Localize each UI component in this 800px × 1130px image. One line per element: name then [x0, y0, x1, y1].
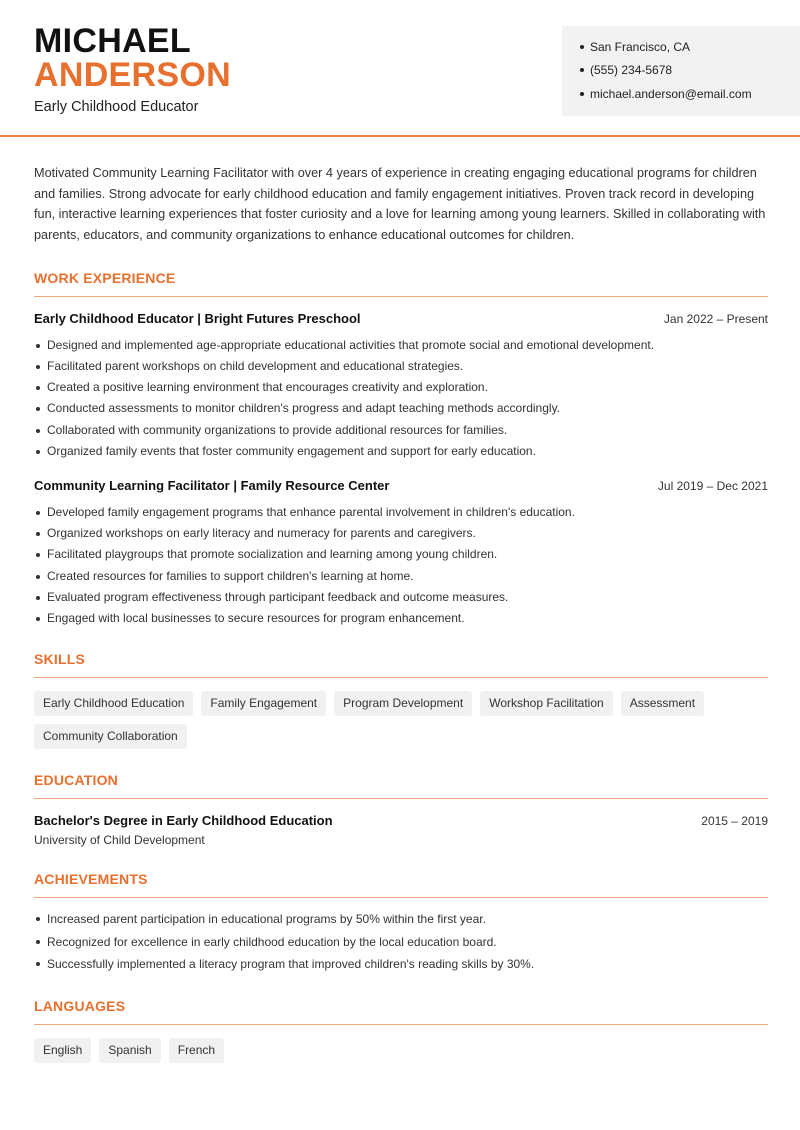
job-header	[34, 311, 768, 326]
job-bullet: Organized workshops on early literacy and numeracy for parents and caregivers.	[34, 523, 768, 544]
job-header	[34, 478, 768, 493]
contact-email-text: michael.anderson@email.com	[590, 86, 752, 101]
job-bullet: Engaged with local businesses to secure resources for program enhancement.	[34, 608, 768, 629]
education-section	[34, 772, 768, 847]
section-title-work: WORK EXPERIENCE	[34, 270, 768, 297]
job-dates: Jul 2019 – Dec 2021	[657, 479, 768, 494]
contact-phone-text: (555) 234-5678	[590, 63, 673, 78]
skill-chip: Community Collaboration	[34, 724, 187, 749]
job-entry	[34, 478, 768, 629]
job-bullets	[34, 335, 768, 462]
contact-location-text: San Francisco, CA	[590, 39, 691, 54]
job-role: Early Childhood Educator | Bright Futures Preschool	[34, 310, 361, 326]
skill-chip: Early Childhood Education	[34, 691, 193, 716]
achievements-section	[34, 871, 768, 976]
languages-list	[34, 1038, 768, 1063]
skill-chip: Assessment	[621, 691, 704, 716]
work-experience-section	[34, 270, 768, 629]
job-entry	[34, 311, 768, 462]
contact-box	[562, 26, 800, 116]
education-school: University of Child Development	[34, 833, 205, 848]
resume-header	[0, 0, 800, 137]
bullet-icon	[580, 92, 584, 96]
contact-email	[580, 82, 800, 106]
section-title-languages: LANGUAGES	[34, 998, 768, 1025]
achievement-item: Increased parent participation in educational programs by 50% within the first year.	[34, 908, 768, 931]
education-dates: 2015 – 2019	[701, 814, 768, 829]
job-dates: Jan 2022 – Present	[663, 311, 768, 326]
resume-body	[34, 163, 768, 1063]
job-bullet: Created resources for families to support children's learning at home.	[34, 566, 768, 587]
skill-chip: Workshop Facilitation	[480, 691, 613, 716]
job-bullet: Collaborated with community organizations to provide additional resources for families.	[34, 420, 768, 441]
achievements-list	[34, 908, 768, 976]
skill-chip: Family Engagement	[201, 691, 326, 716]
skills-section	[34, 651, 768, 749]
last-name: ANDERSON	[34, 56, 231, 94]
job-bullet: Evaluated program effectiveness through participant feedback and outcome measures.	[34, 587, 768, 608]
job-bullet: Developed family engagement programs that enhance parental involvement in children's education.	[34, 502, 768, 523]
bullet-icon	[580, 45, 584, 49]
first-name: MICHAEL	[34, 22, 191, 60]
education-header	[34, 813, 768, 828]
language-chip: Spanish	[99, 1038, 160, 1063]
job-bullet: Created a positive learning environment that encourages creativity and exploration.	[34, 377, 768, 398]
achievement-item: Successfully implemented a literacy program that improved children's reading skills by 30%.	[34, 953, 768, 976]
language-chip: French	[169, 1038, 224, 1063]
achievement-item: Recognized for excellence in early childhood education by the local education board.	[34, 931, 768, 954]
section-title-skills: SKILLS	[34, 651, 768, 678]
education-degree: Bachelor's Degree in Early Childhood Education	[34, 813, 333, 829]
job-role: Community Learning Facilitator | Family Resource Center	[34, 478, 390, 494]
bullet-icon	[580, 68, 584, 72]
job-bullet: Facilitated playgroups that promote socialization and learning among young children.	[34, 544, 768, 565]
job-bullet: Facilitated parent workshops on child development and educational strategies.	[34, 356, 768, 377]
job-bullet: Organized family events that foster community engagement and support for early education.	[34, 441, 768, 462]
skills-list	[34, 691, 768, 749]
job-bullets	[34, 502, 768, 629]
summary: Motivated Community Learning Facilitator with over 4 years of experience in creating engaging educational programs for children and families. Strong advocate for early childhood education and family engagement initiatives. Proven track record in developing fun, interactive learning experiences that foster curiosity and a love for learning among young learners. Skilled in collaborating with parents, educators, and community organizations to enhance educational outcomes for children.	[34, 166, 766, 243]
job-bullet: Conducted assessments to monitor children's progress and adapt teaching methods accordingly.	[34, 398, 768, 419]
job-title: Early Childhood Educator	[34, 99, 199, 115]
contact-phone	[580, 59, 800, 83]
section-title-education: EDUCATION	[34, 772, 768, 799]
job-bullet: Designed and implemented age-appropriate educational activities that promote social and emotional development.	[34, 335, 768, 356]
language-chip: English	[34, 1038, 91, 1063]
contact-location	[580, 35, 800, 59]
section-title-achievements: ACHIEVEMENTS	[34, 871, 768, 898]
skill-chip: Program Development	[334, 691, 472, 716]
languages-section	[34, 998, 768, 1063]
